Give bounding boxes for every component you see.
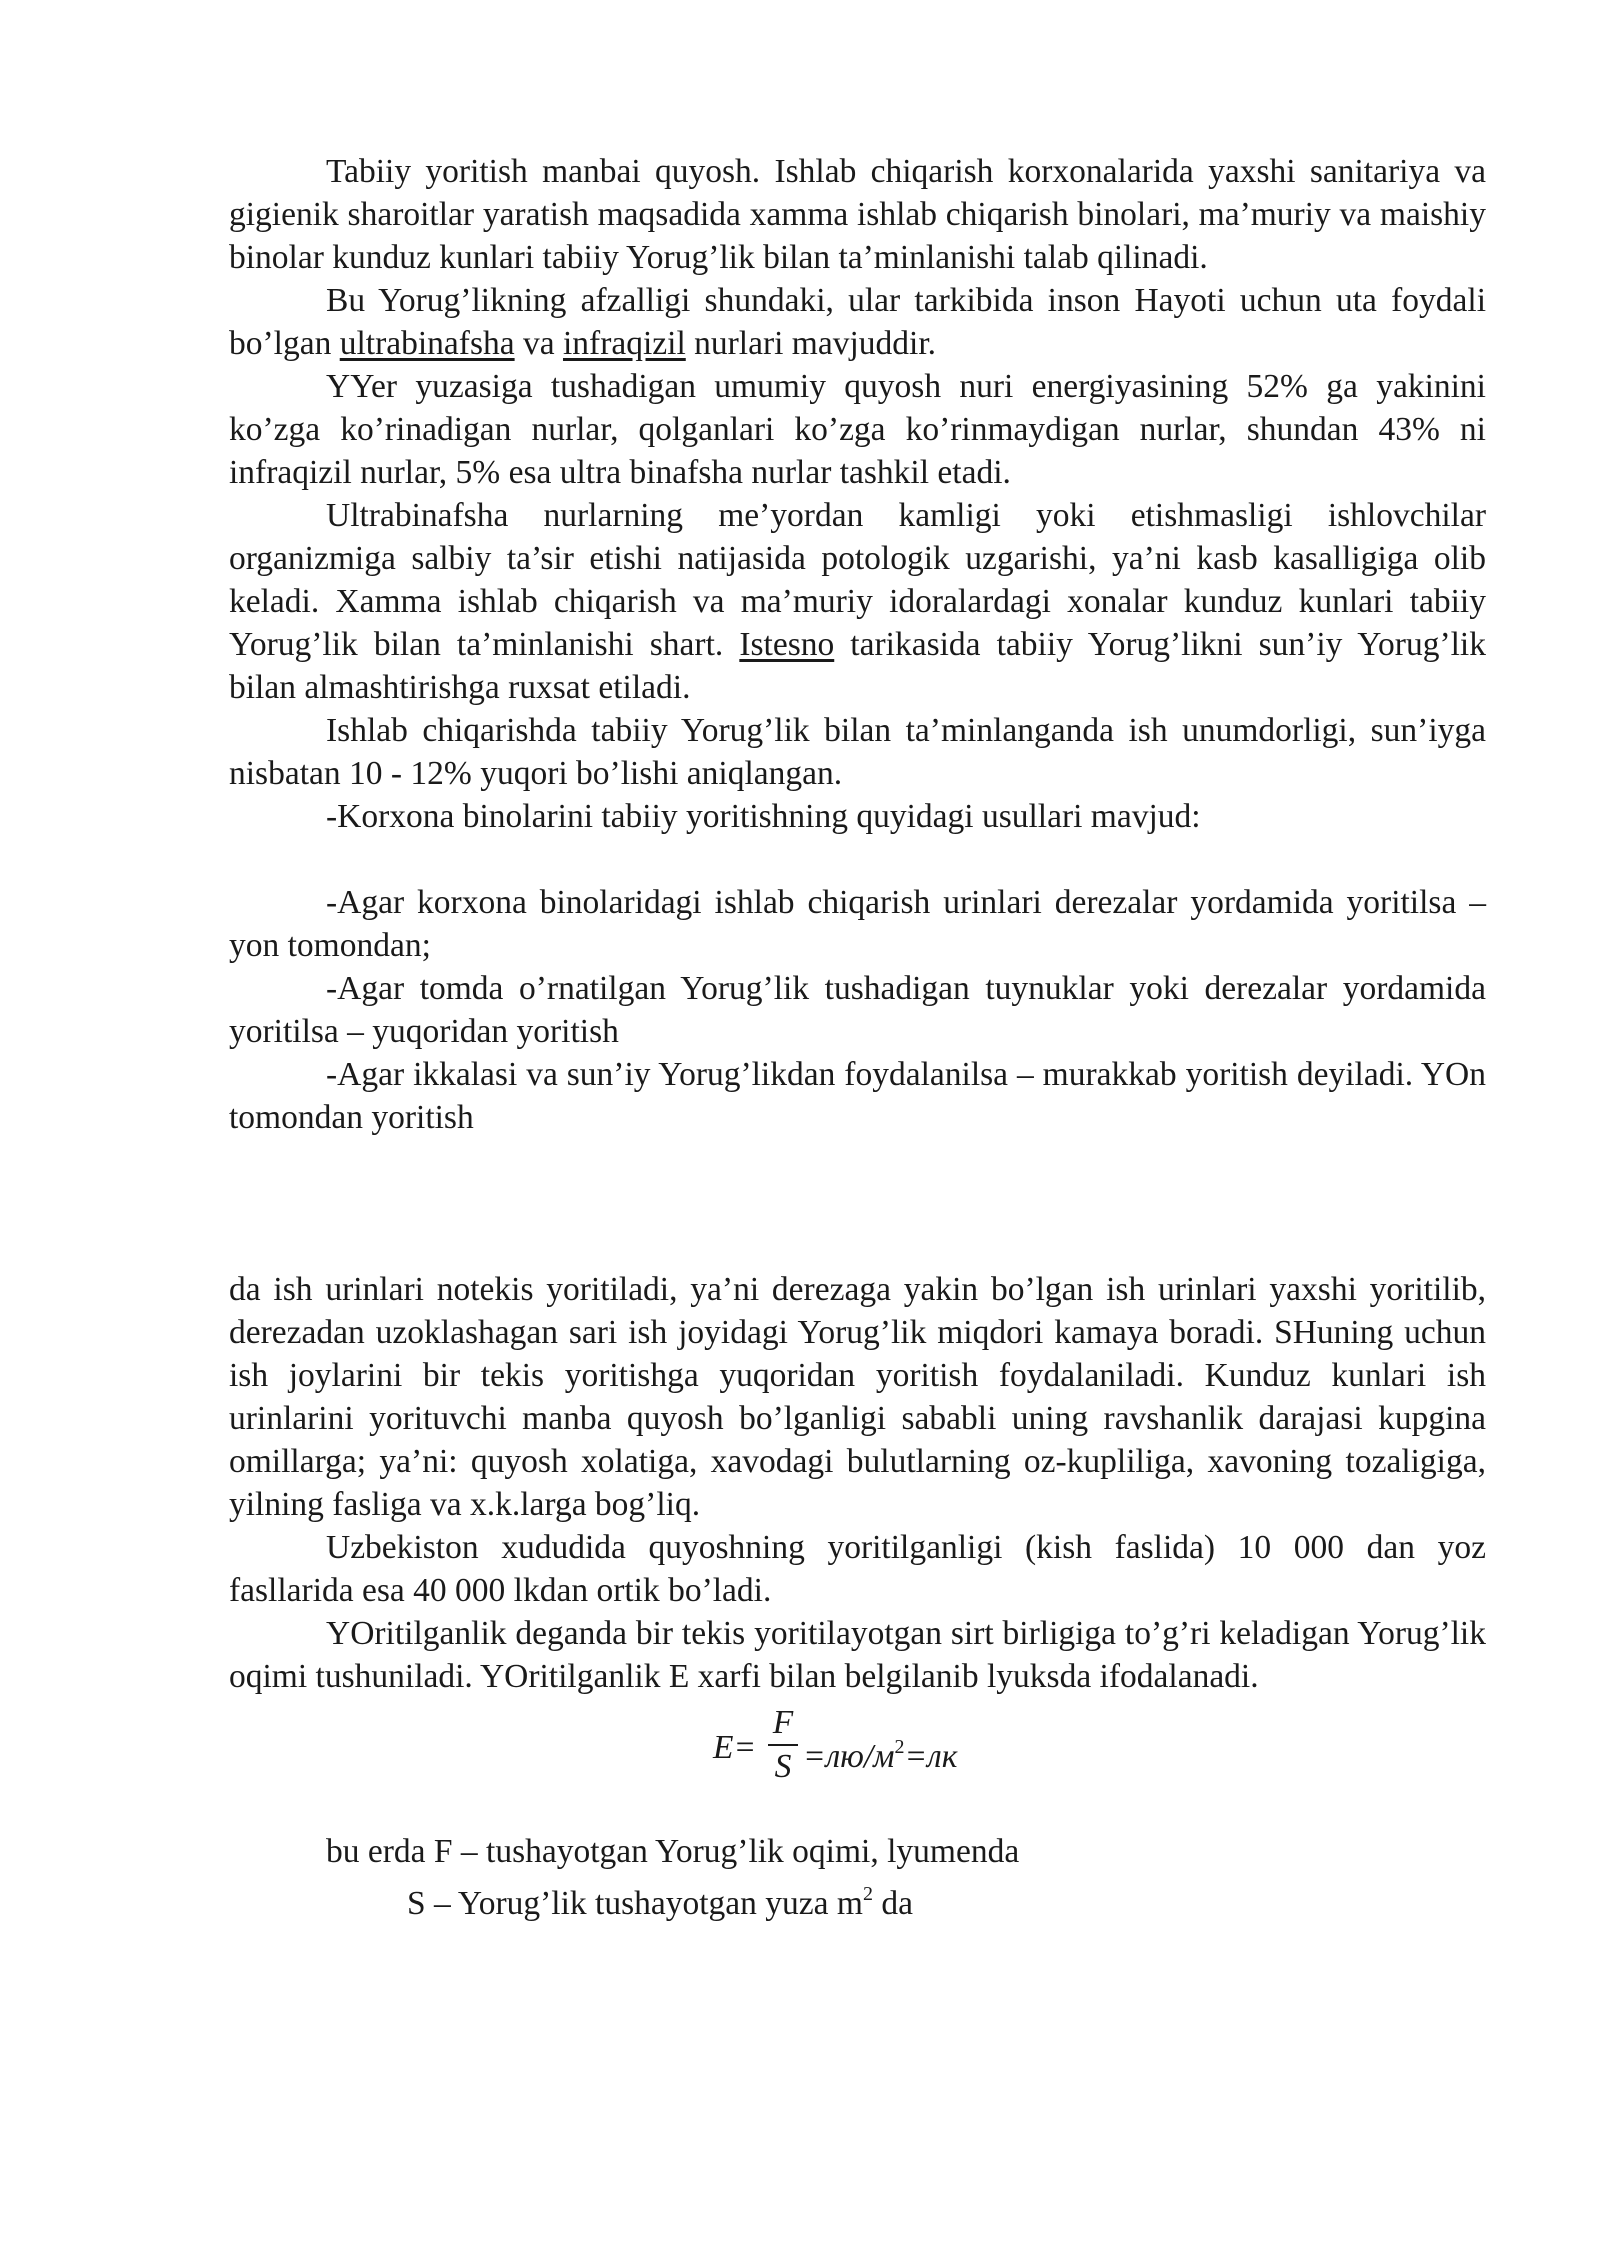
formula-units: =лю/м <box>803 1738 895 1775</box>
paragraph-illuminance-definition: YOritilganlik deganda bir tekis yoritilayotgan sirt birligiga to’g’ri keladigan Yorug’lik oqimi tushuniladi. YOritilganlik E xarfi bilan belgilanib lyuksda ifodalanadi. <box>229 1615 1486 1695</box>
fraction-bar <box>768 1744 798 1746</box>
paragraph-text: Ultrabinafsha nurlarning me’yordan kamligi yoki etishmasligi ishlovchilar organizmiga salbiy ta’sir etishi natijasida potologik uzgarishi, ya’ni kasb kasalligiga olib keladi. Xamma ishlab chiqarish va ma’muriy idoralardagi xonalar kunduz kunlari tabiiy Yorug’lik bilan ta’minlanishi shart. <box>229 497 1486 663</box>
paragraph-uneven-lighting: da ish urinlari notekis yoritiladi, ya’ni derezaga yakin bo’lgan ish urinlari yaxshi yoritilib, derezadan uzoklashagan sari ish joyidagi Yorug’lik miqdori kamaya boradi. SHuning uchun ish joylarini bir tekis yoritishga yuqoridan yoritish foydalaniladi. Kunduz kunlari ish urinlarini yorituvchi manba quyosh bo’lganligi sababli uning ravshanlik darajasi kupgina omillarga; ya’ni: quyosh xolatiga, xavodagi bulutlarning oz-kupliliga, xavoning tozaligiga, yilning fasliga va x.k.larga bog’liq. <box>229 1271 1486 1523</box>
paragraph-uzbekistan-illumination: Uzbekiston xududida quyoshning yoritilganligi (kish faslida) 10 000 dan yoz fasllarida esa 40 000 lkdan ortik bo’ladi. <box>229 1529 1486 1609</box>
definition-text: da <box>872 1885 913 1922</box>
paragraph-top-lighting: -Agar tomda o’rnatilgan Yorug’lik tushadigan tuynuklar yoki derezalar yordamida yoritilsa – yuqoridan yoritish <box>229 970 1486 1050</box>
formula-exponent: 2 <box>894 1736 905 1758</box>
link-ultrabinafsha[interactable]: ultrabinafsha <box>339 325 515 362</box>
paragraph-text: nurlari mavjuddir. <box>685 325 937 362</box>
paragraph-methods-intro: -Korxona binolarini tabiiy yoritishning quyidagi usullari mavjud: <box>326 798 1201 835</box>
definition-exponent: 2 <box>862 1883 873 1905</box>
paragraph-text: va <box>514 325 563 362</box>
paragraph-text: tarikasida tabiiy Yorug’likni sun’iy Yorug’lik bilan almashtirishga ruxsat etiladi. <box>229 626 1486 706</box>
paragraph-text: Bu Yorug’likning afzalligi shundaki, ular tarkibida inson Hayoti uchun uta foydali bo’lgan <box>229 282 1486 362</box>
formula-denominator: S <box>774 1748 792 1785</box>
paragraph-advantages <box>229 279 1486 365</box>
formula-units-result: =лк <box>904 1738 958 1775</box>
formula-fraction <box>768 1704 798 1786</box>
link-istesno[interactable]: Istesno <box>739 626 835 663</box>
paragraph-natural-lighting: Tabiiy yoritish manbai quyosh. Ishlab chiqarish korxonalarida yaxshi sanitariya va gigienik sharoitlar yaratish maqsadida xamma ishlab chiqarish binolari, ma’muriy va maishiy binolar kunduz kunlari tabiiy Yorug’lik bilan ta’minlanishi talab qilinadi. <box>229 153 1486 276</box>
illuminance-formula <box>229 1704 1486 1792</box>
formula-lhs: E= <box>713 1729 757 1766</box>
paragraph-ultraviolet <box>229 494 1486 709</box>
paragraph-combined-lighting: -Agar ikkalasi va sun’iy Yorug’likdan foydalanilsa – murakkab yoritish deyiladi. YOn tomondan yoritish <box>229 1056 1486 1136</box>
definition-text: S – Yorug’lik tushayotgan yuza m <box>407 1885 863 1922</box>
formula-rhs <box>803 1726 957 1778</box>
definition-area <box>229 1873 1486 1925</box>
link-infraqizil[interactable]: infraqizil <box>562 325 686 362</box>
spacer <box>229 1139 1486 1268</box>
paragraph-solar-energy: YYer yuzasiga tushadigan umumiy quyosh nuri energiyasining 52% ga yakinini ko’zga ko’rinadigan nurlar, qolganlari ko’zga ko’rinmaydigan nurlar, shundan 43% ni infraqizil nurlar, 5% esa ultra binafsha nurlar tashkil etadi. <box>229 368 1486 491</box>
document-page <box>229 150 1486 1925</box>
spacer <box>229 838 1486 881</box>
definition-flux: bu erda F – tushayotgan Yorug’lik oqimi, lyumenda <box>326 1833 1020 1870</box>
formula-definitions <box>229 1830 1486 1925</box>
formula-numerator: F <box>772 1704 794 1741</box>
paragraph-side-lighting: -Agar korxona binolaridagi ishlab chiqarish urinlari derezalar yordamida yoritilsa – yon tomondan; <box>229 884 1486 964</box>
paragraph-productivity: Ishlab chiqarishda tabiiy Yorug’lik bilan ta’minlanganda ish unumdorligi, sun’iyga nisbatan 10 - 12% yuqori bo’lishi aniqlangan. <box>229 712 1486 792</box>
